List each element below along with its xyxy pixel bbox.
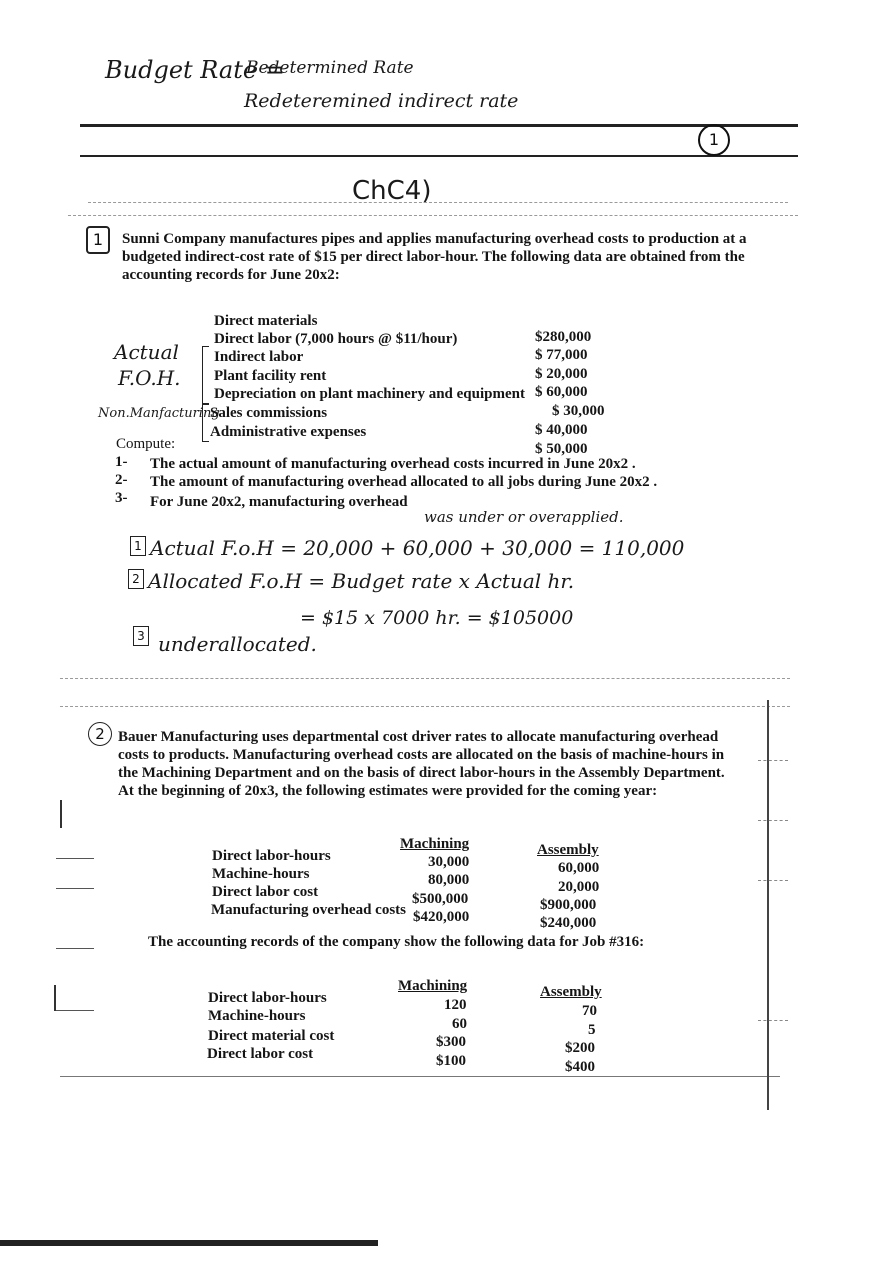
item-extra-value: $ 50,000 <box>535 441 588 457</box>
item-indirect-labor: Indirect labor <box>214 349 304 365</box>
page-number-circle <box>698 124 730 156</box>
answer-2-number-box <box>128 569 144 589</box>
item-direct-materials: Direct materials <box>214 313 318 329</box>
header-rule-2 <box>80 155 798 157</box>
table2-header-assembly: Assembly <box>540 984 602 1000</box>
margin-mark <box>758 820 788 821</box>
page-number: 1 <box>708 130 720 149</box>
page-bottom-edge <box>0 1240 378 1246</box>
table1-cell: 20,000 <box>558 879 600 895</box>
answer-2-calc: = $15 x 7000 hr. = $105000 <box>300 607 574 629</box>
item-admin-expenses: Administrative expenses <box>210 424 367 440</box>
margin-mark <box>56 948 94 949</box>
item-depreciation: Depreciation on plant machinery and equipment <box>214 386 525 402</box>
item-sales-commissions: Sales commissions <box>210 405 328 421</box>
answer-1-number: 1 <box>134 539 142 553</box>
table2-row-label: Machine-hours <box>208 1008 306 1024</box>
notebook-rule-b <box>60 706 790 707</box>
question-1: The actual amount of manufacturing overhead costs incurred in June 20x2 . <box>150 456 636 472</box>
question-1-num: 1- <box>115 454 128 470</box>
header-note-indirect-rate: Redeteremined indirect rate <box>244 90 519 112</box>
table1-cell: $240,000 <box>540 915 597 931</box>
table1-row-label: Direct labor-hours <box>212 848 331 864</box>
table2-cell: $200 <box>565 1040 595 1056</box>
question-2: The amount of manufacturing overhead allocated to all jobs during June 20x2 . <box>150 474 658 490</box>
problem1-intro: Sunni Company manufactures pipes and applies manufacturing overhead costs to production at a budgeted indirect-cost rate of $15 per direct labor-hour. The following data are obtained from the accounting records for June 20x2: <box>122 231 747 283</box>
table2-row-label: Direct labor cost <box>207 1046 314 1062</box>
problem2-intro: Bauer Manufacturing uses departmental cost driver rates to allocate manufacturing overhead costs to products. Manufacturing overhead costs are allocated on the basis of machine-hours in the Machining Department and on the basis of direct labor-hours in the Assembly Department. At the beginning of 20x3, the following estimates were provided for the coming year: <box>118 729 725 799</box>
compute-label: Compute: <box>116 436 176 452</box>
margin-bracket <box>54 985 56 1011</box>
table1-row-label: Manufacturing overhead costs <box>211 902 406 918</box>
table2-cell: 5 <box>588 1022 596 1038</box>
answer-3: underallocated. <box>158 632 317 656</box>
table1-cell: 60,000 <box>558 860 600 876</box>
question-3-num: 3- <box>115 490 128 506</box>
margin-mark <box>56 1010 94 1011</box>
header-rule <box>80 124 798 127</box>
answer-2-number: 2 <box>132 572 140 586</box>
table2-cell: $400 <box>565 1059 595 1075</box>
header-note-budget-rate: Budget Rate = <box>105 56 285 84</box>
problem1-number: 1 <box>92 230 104 249</box>
header-note-predetermined-rate: Bedetermined Rate <box>246 58 414 78</box>
job-data-intro: The accounting records of the company show the following data for Job #316: <box>148 934 645 950</box>
answer-1: Actual F.o.H = 20,000 + 60,000 + 30,000 = 110,000 <box>150 536 685 560</box>
answer-3-number: 3 <box>137 629 145 643</box>
question-3-handwritten: was under or overapplied. <box>424 508 624 526</box>
problem2-number-circle <box>88 722 112 746</box>
margin-nonmanufacturing: Non.Manfacturing <box>98 406 220 421</box>
table1-cell: 80,000 <box>428 872 470 888</box>
table2-cell: 120 <box>444 997 467 1013</box>
margin-mark <box>758 760 788 761</box>
table1-cell: $500,000 <box>412 891 469 907</box>
table2-row-label: Direct labor-hours <box>208 990 327 1006</box>
margin-foh: F.O.H. <box>118 366 181 390</box>
foh-bracket <box>202 346 209 404</box>
item-indirect-labor-value: $ 77,000 <box>535 347 588 363</box>
table1-cell: $420,000 <box>413 909 470 925</box>
table2-cell: 60 <box>452 1016 467 1032</box>
margin-mark <box>56 858 94 859</box>
notebook-rule-a <box>60 678 790 679</box>
margin-mark <box>56 888 94 889</box>
margin-mark <box>758 1020 788 1021</box>
table1-header-machining: Machining <box>400 836 470 852</box>
question-2-num: 2- <box>115 472 128 488</box>
margin-actual: Actual <box>114 340 179 364</box>
margin-bracket <box>60 800 62 828</box>
table1-cell: $900,000 <box>540 897 597 913</box>
table2-cell: 70 <box>582 1003 597 1019</box>
chapter-title: ChC4) <box>352 176 432 206</box>
answer-2: Allocated F.o.H = Budget rate x Actual hr. <box>148 569 575 593</box>
table1-row-label: Machine-hours <box>212 866 310 882</box>
problem2-number: 2 <box>95 725 105 743</box>
table1-header-assembly: Assembly <box>537 842 599 858</box>
item-admin-expenses-value: $ 40,000 <box>535 422 588 438</box>
table2-cell: $100 <box>436 1053 466 1069</box>
bottom-rule <box>60 1076 780 1077</box>
margin-mark <box>758 880 788 881</box>
table2-cell: $300 <box>436 1034 466 1050</box>
item-sales-commissions-value: $ 30,000 <box>552 403 605 419</box>
notebook-rule <box>68 215 798 216</box>
table2-header-machining: Machining <box>398 978 468 994</box>
problem1-number-box <box>86 226 110 254</box>
item-direct-labor-value: $280,000 <box>535 329 592 345</box>
table2-row-label: Direct material cost <box>208 1028 335 1044</box>
item-direct-labor: Direct labor (7,000 hours @ $11/hour) <box>214 331 458 347</box>
answer-3-number-box <box>133 626 149 646</box>
item-depreciation-value: $ 60,000 <box>535 384 588 400</box>
table1-cell: 30,000 <box>428 854 470 870</box>
table1-row-label: Direct labor cost <box>212 884 319 900</box>
question-3: For June 20x2, manufacturing overhead <box>150 494 408 510</box>
item-plant-rent-value: $ 20,000 <box>535 366 588 382</box>
item-plant-rent: Plant facility rent <box>214 368 327 384</box>
chapter-rule <box>88 202 788 203</box>
answer-1-number-box <box>130 536 146 556</box>
right-margin-line <box>767 700 769 1110</box>
